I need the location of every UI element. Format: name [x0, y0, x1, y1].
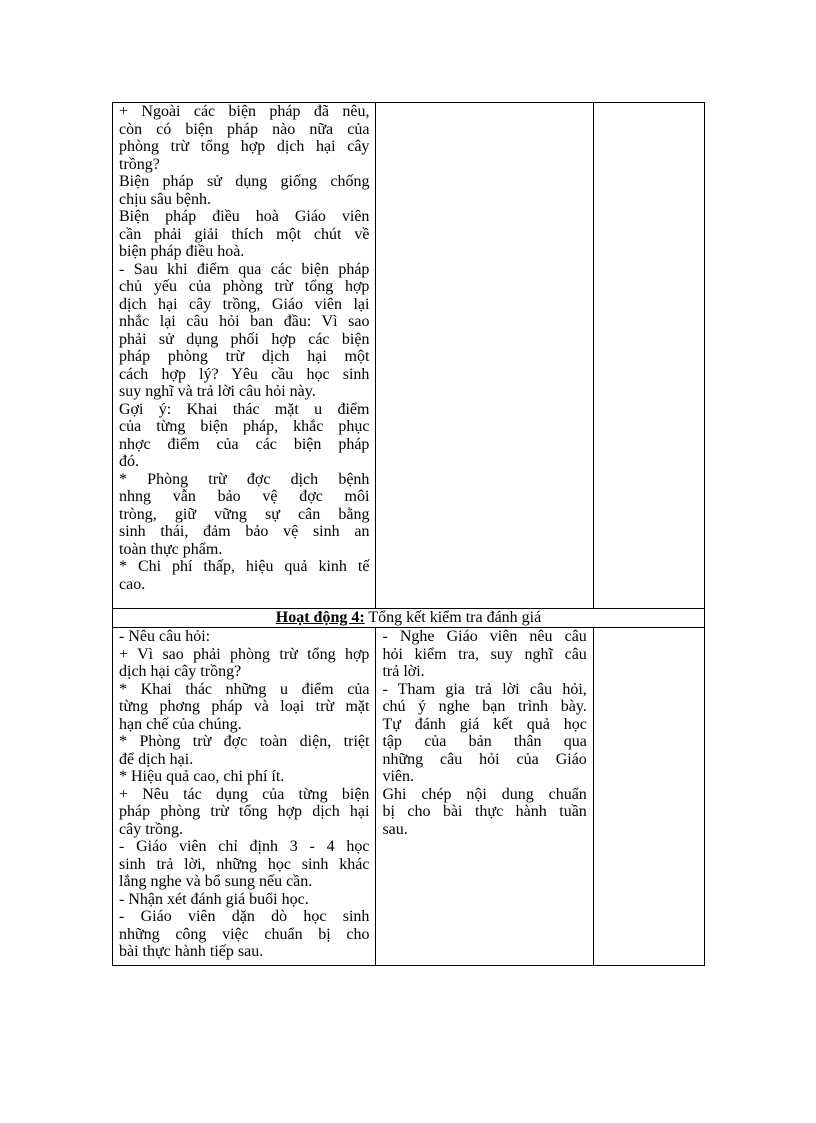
text-line: viên.	[382, 768, 414, 785]
text-line: - Nhận xét đánh giá buổi học.	[119, 890, 309, 908]
text-line: tròng, giữ vững sự cân bằng	[119, 505, 370, 523]
text-line: để dịch hại.	[119, 750, 194, 768]
text-line: * Hiệu quả cao, chi phí ít.	[119, 768, 285, 785]
table-row	[113, 103, 705, 609]
text-line: nhắc lại câu hỏi ban đầu: Vì sao	[119, 313, 370, 330]
text-line: bị cho bài thực hành tuần	[382, 803, 587, 820]
text-line: cách hợp lý? Yêu cầu học sinh	[119, 365, 370, 383]
student-activity-cell	[376, 628, 593, 966]
text-line: suy nghĩ và trả lời câu hỏi này.	[119, 383, 316, 400]
teacher-activity-cell	[113, 103, 376, 609]
section-header-cell	[113, 609, 705, 628]
text-line: trồng?	[119, 155, 160, 173]
text-line: từng phơng pháp và loại trừ mặt	[119, 698, 370, 715]
text-line: dịch hại cây trồng, Giáo viên lại	[119, 295, 370, 313]
text-line: lắng nghe và bổ sung nếu cần.	[119, 873, 313, 890]
text-line: còn có biện pháp nào nữa của	[119, 120, 370, 138]
text-line: phòng trừ tổng hợp dịch hại cây	[119, 138, 370, 155]
text-line: nhng vẫn bảo vệ đợc môi	[119, 488, 370, 505]
text-line: - Nêu câu hỏi:	[119, 628, 211, 645]
text-line: đó.	[119, 453, 139, 470]
text-line: cây trồng.	[119, 820, 183, 838]
text-line: cao.	[119, 575, 146, 593]
text-line: * Phòng trừ đợc toàn diện, triệt	[119, 733, 370, 750]
text-line: sinh thái, đảm bảo vệ sinh an	[119, 523, 370, 540]
text-line: Gợi ý: Khai thác mặt u điểm	[119, 400, 370, 418]
text-line: bài thực hành tiếp sau.	[119, 943, 264, 960]
text-line: - Giáo viên chỉ định 3 - 4 học	[119, 838, 370, 855]
text-line: toàn thực phẩm.	[119, 540, 223, 558]
text-line: phải sử dụng phối hợp các biện	[119, 330, 370, 348]
text-line: + Nêu tác dụng của từng biện	[119, 785, 370, 803]
text-line: sau.	[382, 820, 408, 838]
text-line: - Giáo viên dặn dò học sinh	[119, 908, 370, 925]
text-line: chủ yếu của phòng trừ tổng hợp	[119, 278, 370, 295]
section-header-row	[113, 609, 705, 628]
lesson-plan-table	[112, 102, 705, 966]
text-line: biện pháp điều hoà.	[119, 243, 245, 260]
text-line: + Vì sao phải phòng trừ tổng hợp	[119, 645, 370, 663]
notes-cell	[593, 103, 704, 609]
text-line: pháp phòng trừ dịch hại một	[119, 348, 370, 365]
text-line: cần phải giải thích một chút về	[119, 225, 370, 243]
text-line: Biện pháp điều hoà Giáo viên	[119, 208, 370, 225]
text-line: - Nghe Giáo viên nêu câu	[382, 628, 587, 645]
text-line: tập của bản thân qua	[382, 733, 587, 750]
teacher-activity-cell	[113, 628, 376, 966]
text-line: pháp phòng trừ tổng hợp dịch hại	[119, 803, 370, 820]
text-line: dịch hại cây trồng?	[119, 663, 242, 680]
text-line: Ghi chép nội dung chuẩn	[382, 785, 587, 803]
text-line: của từng biện pháp, khắc phục	[119, 418, 370, 435]
text-line: hỏi kiểm tra, suy nghĩ câu	[382, 645, 587, 663]
text-line: Biện pháp sử dụng giống chống	[119, 173, 370, 190]
section-title: Tổng kết kiểm tra đánh giá	[364, 609, 542, 626]
text-line: - Tham gia trả lời câu hỏi,	[382, 680, 587, 698]
text-line: chú ý nghe bạn trình bày.	[382, 698, 587, 715]
text-line: * Khai thác những u điểm của	[119, 680, 370, 698]
text-line: những công việc chuẩn bị cho	[119, 925, 370, 943]
text-line: * Chi phí thấp, hiệu quả kinh tế	[119, 558, 370, 575]
notes-cell	[593, 628, 704, 966]
text-line: + Ngoài các biện pháp đã nêu,	[119, 103, 370, 120]
text-line: những câu hỏi của Giáo	[382, 750, 587, 768]
text-line: chịu sâu bệnh.	[119, 190, 211, 208]
table-row	[113, 628, 705, 966]
text-line: nhợc điểm của các biện pháp	[119, 435, 370, 453]
text-line: * Phòng trừ đợc dịch bệnh	[119, 470, 370, 488]
text-line: sinh trả lời, những học sinh khác	[119, 855, 370, 873]
student-activity-cell	[376, 103, 593, 609]
text-line: Tự đánh giá kết quả học	[382, 715, 587, 733]
section-label: Hoạt động 4:	[275, 609, 365, 626]
text-line: - Sau khi điểm qua các biện pháp	[119, 260, 370, 278]
text-line: hạn chế của chúng.	[119, 715, 242, 733]
text-line: trả lời.	[382, 663, 425, 680]
